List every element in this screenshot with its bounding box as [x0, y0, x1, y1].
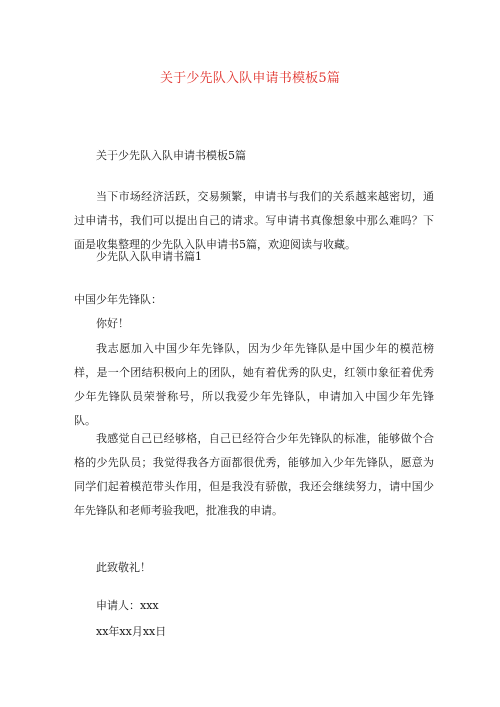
body-paragraph-2: 我感觉自己已经够格，自己已经符合少年先锋队的标准，能够做个合格的少先队员；我觉得我各方面都很优秀，能够加入少年先锋队，愿意为同学们起着模范带头作用，但是我没有骄傲，我还会继续努力，请中国少年先锋队和老师考验我吧，批准我的申请。 — [74, 432, 434, 517]
document-subtitle: 关于少先队入队申请书模板5篇 — [96, 149, 246, 162]
document-title: 关于少先队入队申请书模板5篇 — [159, 71, 341, 86]
section-heading: 少先队入队申请书篇1 — [96, 250, 202, 263]
greeting: 你好！ — [96, 317, 129, 330]
intro-paragraph: 当下市场经济活跃，交易频繁，申请书与我们的关系越来越密切，通过申请书，我们可以提出自己的请求。写申请书真像想象中那么难吗？下面是收集整理的少先队入队申请书5篇，欢迎阅读与收藏。 — [74, 190, 434, 251]
date: xx年xx月xx日 — [96, 625, 167, 638]
applicant: 申请人：xxx — [96, 599, 159, 612]
salutation: 中国少年先锋队： — [74, 293, 162, 306]
closing: 此致敬礼！ — [96, 561, 151, 574]
body-paragraph-1: 我志愿加入中国少年先锋队，因为少年先锋队是中国少年的模范榜样，是一个团结积极向上的团队，她有着优秀的队史，红领巾象征着优秀少年先锋队员荣誉称号，所以我爱少年先锋队，申请加入中国少年先锋队。 — [74, 342, 434, 427]
